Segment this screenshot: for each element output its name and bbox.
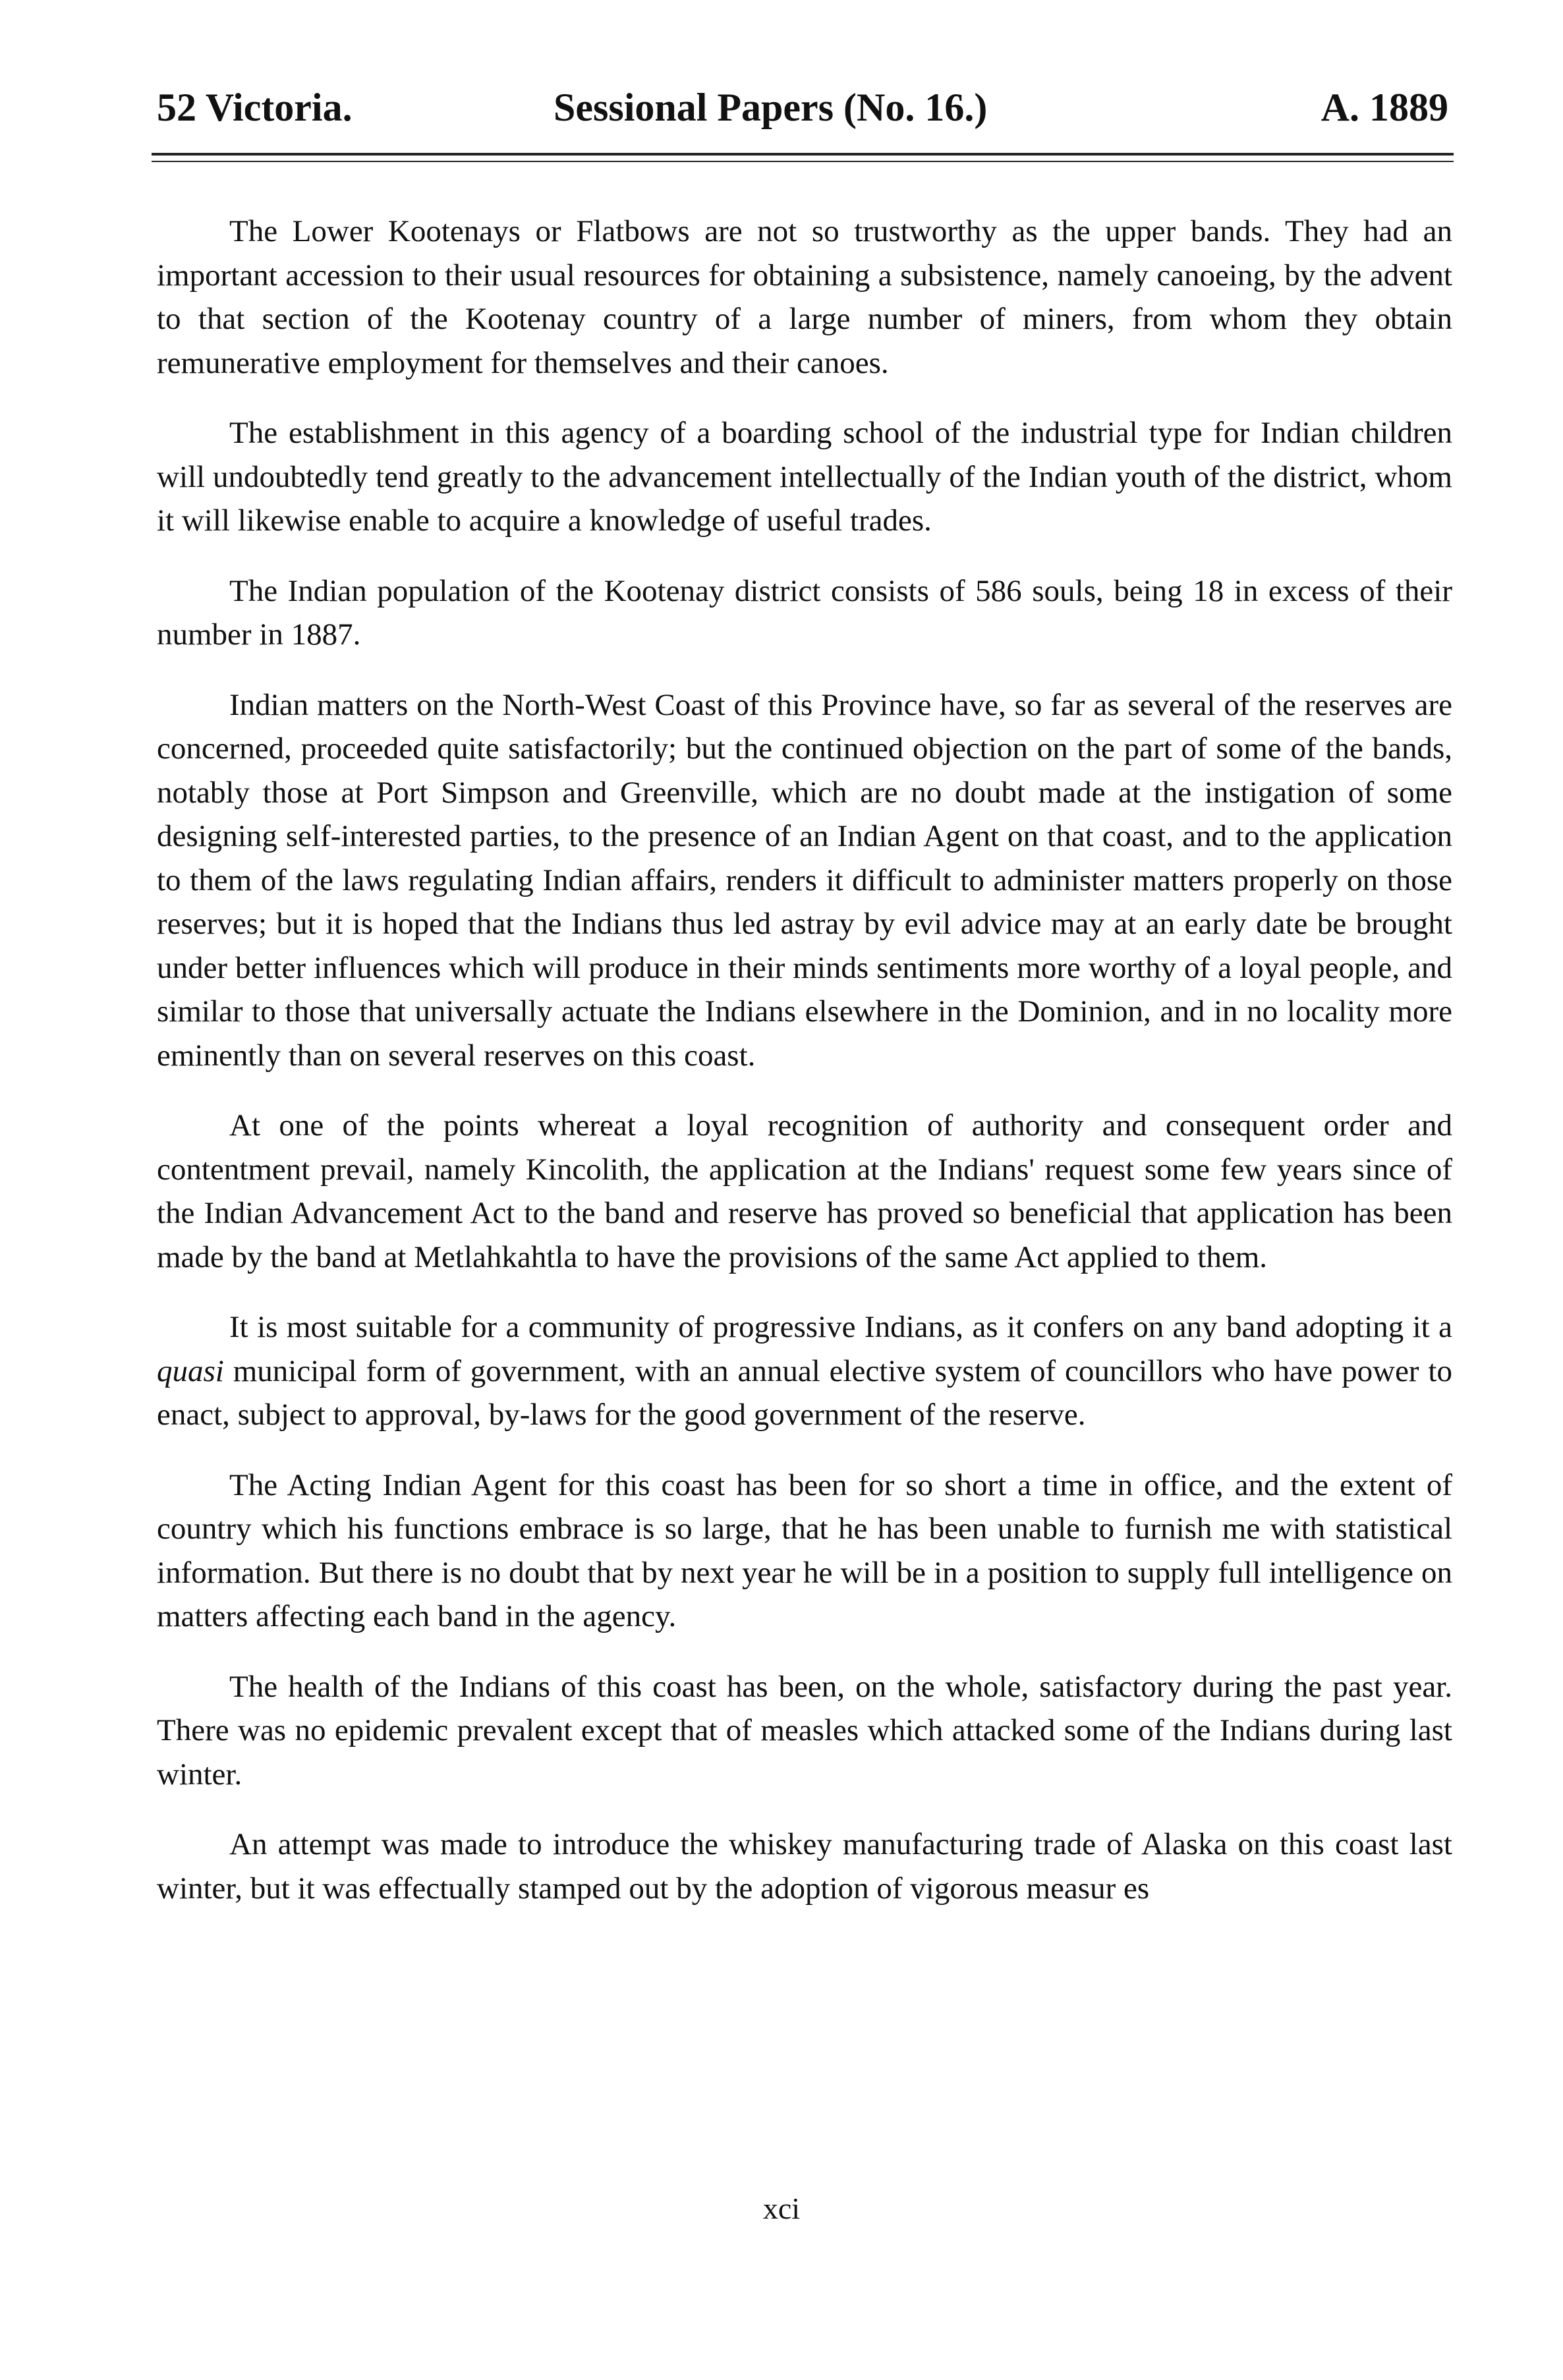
running-header [157, 78, 1448, 137]
page-number: xci [762, 2192, 801, 2225]
paragraph-health: The health of the Indians of this coast has been, on the whole, satisfactory during the past year. There was no epidemic prevalent except that of measles which attacked some of the Indians during last winter. [157, 1669, 1452, 1792]
header-year: A. 1889 [1321, 86, 1448, 129]
header-volume: 52 Victoria. [157, 86, 353, 129]
paragraph-kootenay-population: The Indian population of the Kootenay district consists of 586 souls, being 18 in excess of their number in 1887. [157, 573, 1452, 652]
paragraph-kootenay-flatbows: The Lower Kootenays or Flatbows are not so trustworthy as the upper bands. They had an important accession to their usual resources for obtaining a subsistence, namely canoeing, by the advent to that section of the Kootenay country of a large number of miners, from whom they obtain remunerative employment for themselves and their canoes. [157, 214, 1452, 380]
paragraph-advancement-act [157, 1305, 1452, 1437]
paragraph-text: It is most suitable for a community of progressive Indians, as it confers on any band adopting it a [229, 1310, 1452, 1344]
italic-term: quasi [157, 1353, 224, 1388]
paragraph-kincolith: At one of the points whereat a loyal recognition of authority and consequent order and contentment prevail, namely Kincolith, the application at the Indians' request some few years since of the Indian Advancement Act to the band and reserve has proved so beneficial that application has been made by the band at Metlahkahtla to have the provisions of the same Act applied to them. [157, 1108, 1452, 1274]
report-body [157, 210, 1452, 1937]
paragraph-text: municipal form of government, with an annual elective system of councillors who have power to enact, subject to approval, by-laws for the good government of the reserve. [157, 1353, 1452, 1432]
header-rule-thick [152, 153, 1454, 156]
header-title: Sessional Papers (No. 16.) [554, 86, 988, 129]
paragraph-boarding-school: The establishment in this agency of a boarding school of the industrial type for Indian children will undoubtedly tend greatly to the advancement intellectually of the Indian youth of the district, whom it will likewise enable to acquire a knowledge of useful trades. [157, 416, 1452, 538]
paragraph-acting-agent: The Acting Indian Agent for this coast has been for so short a time in office, and the extent of country which his functions embrace is so large, that he has been unable to furnish me with statistical information. But there is no doubt that by next year he will be in a position to supply full intelligence on matters affecting each band in the agency. [157, 1467, 1452, 1633]
paragraph-north-west-coast: Indian matters on the North-West Coast of this Province have, so far as several of the reserves are concerned, proceeded quite satisfactorily; but the continued objection on the part of some of the bands, notably those at Port Simpson and Greenville, which are no doubt made at the instigation of some designing self-interested parties, to the presence of an Indian Agent on that coast, and to the application to them of the laws regulating Indian affairs, renders it difficult to administer matters properly on those reserves; but it is hoped that the Indians thus led astray by evil advice may at an early date be brought under better influences which will produce in their minds sentiments more worthy of a loyal people, and similar to those that universally actuate the Indians elsewhere in the Dominion, and in no locality more eminently than on several reserves on this coast. [157, 687, 1452, 1073]
header-rule-thin [152, 161, 1454, 162]
paragraph-whiskey-trade: An attempt was made to introduce the whiskey manufacturing trade of Alaska on this coast last winter, but it was effectually stamped out by the adoption of vigorous measur es [157, 1827, 1452, 1906]
